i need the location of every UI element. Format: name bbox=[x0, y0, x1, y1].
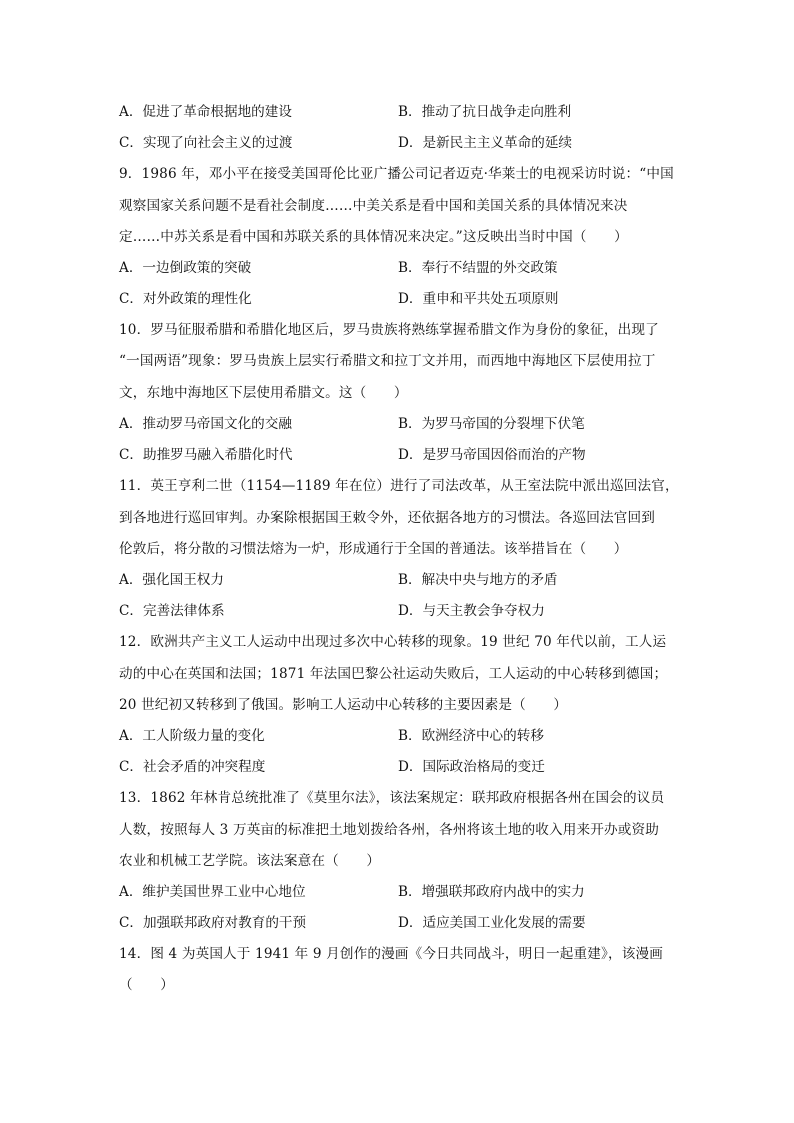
q13-stem-line-1: 13．1862 年林肯总统批准了《莫里尔法》，该法案规定：联邦政府根据各州在国会的议员 bbox=[119, 790, 665, 806]
q13-option-a: A．维护美国世界工业中心地位 bbox=[119, 884, 306, 900]
q10-option-c: C．助推罗马融入希腊化时代 bbox=[119, 447, 293, 463]
q13-option-d: D．适应美国工业化发展的需要 bbox=[398, 915, 586, 931]
q9-stem-line-3: 定……中苏关系是看中国和苏联关系的具体情况来决定。”这反映出当时中国（ ） bbox=[119, 229, 628, 245]
q11-stem-line-1: 11．英王亨利二世（1154—1189 年在位）进行了司法改革，从王室法院中派出巡回法官， bbox=[119, 478, 679, 494]
q10-stem-line-3: 文，东地中海地区下层使用希腊文。这（ ） bbox=[119, 385, 408, 401]
q13-option-b: B．增强联邦政府内战中的实力 bbox=[398, 884, 585, 900]
q12-option-a: A．工人阶级力量的变化 bbox=[119, 728, 265, 744]
q9-option-c: C．对外政策的理性化 bbox=[119, 291, 252, 307]
q10-stem-line-1: 10．罗马征服希腊和希腊化地区后，罗马贵族将熟练掌握希腊文作为身份的象征，出现了 bbox=[119, 322, 659, 338]
q9-option-a: A．一边倒政策的突破 bbox=[119, 260, 252, 276]
q12-stem-line-3: 20 世纪初又转移到了俄国。影响工人运动中心转移的主要因素是（ ） bbox=[119, 697, 568, 713]
q11-stem-line-2: 到各地进行巡回审判。办案除根据国王敕令外，还依据各地方的习惯法。各巡回法官回到 bbox=[119, 510, 656, 526]
q10-option-d: D．是罗马帝国因俗而治的产物 bbox=[398, 447, 586, 463]
q8-option-a: A．促进了革命根据地的建设 bbox=[119, 104, 292, 120]
q12-stem-line-2: 动的中心在英国和法国；1871 年法国巴黎公社运动失败后，工人运动的中心转移到德国； bbox=[119, 666, 668, 682]
q14-stem-line-1: 14．图 4 为英国人于 1941 年 9 月创作的漫画《今日共同战斗，明日一起重建》，该漫画 bbox=[119, 946, 663, 962]
q9-option-d: D．重申和平共处五项原则 bbox=[398, 291, 559, 307]
q9-option-b: B．奉行不结盟的外交政策 bbox=[398, 260, 558, 276]
q11-option-c: C．完善法律体系 bbox=[119, 603, 225, 619]
q12-option-b: B．欧洲经济中心的转移 bbox=[398, 728, 544, 744]
q13-option-c: C．加强联邦政府对教育的干预 bbox=[119, 915, 307, 931]
q10-option-a: A．推动罗马帝国文化的交融 bbox=[119, 416, 292, 432]
q12-option-c: C．社会矛盾的冲突程度 bbox=[119, 759, 266, 775]
q9-stem-line-2: 观察国家关系问题不是看社会制度……中美关系是看中国和美国关系的具体情况来决 bbox=[119, 198, 628, 214]
q8-option-b: B．推动了抗日战争走向胜利 bbox=[398, 104, 572, 120]
q8-option-d: D．是新民主主义革命的延续 bbox=[398, 135, 573, 151]
q11-option-d: D．与天主教会争夺权力 bbox=[398, 603, 545, 619]
q11-option-a: A．强化国王权力 bbox=[119, 572, 224, 588]
q13-stem-line-2: 人数，按照每人 3 万英亩的标准把土地划拨给各州，各州将该土地的收入用来开办或资助 bbox=[119, 822, 660, 838]
q9-stem-line-1: 9．1986 年，邓小平在接受美国哥伦比亚广播公司记者迈克·华莱士的电视采访时说：“中国 bbox=[119, 166, 674, 182]
q8-option-c: C．实现了向社会主义的过渡 bbox=[119, 135, 293, 151]
q14-stem-line-2: （ ） bbox=[119, 977, 174, 993]
q13-stem-line-3: 农业和机械工艺学院。该法案意在（ ） bbox=[119, 853, 381, 869]
q11-option-b: B．解决中央与地方的矛盾 bbox=[398, 572, 558, 588]
q11-stem-line-3: 伦敦后，将分散的习惯法熔为一炉，形成通行于全国的普通法。该举措旨在（ ） bbox=[119, 541, 628, 557]
q12-stem-line-1: 12．欧洲共产主义工人运动中出现过多次中心转移的现象。19 世纪 70 年代以前，工人运 bbox=[119, 634, 667, 650]
q10-option-b: B．为罗马帝国的分裂埋下伏笔 bbox=[398, 416, 585, 432]
q10-stem-line-2: “一国两语”现象：罗马贵族上层实行希腊文和拉丁文并用，而西地中海地区下层使用拉丁 bbox=[119, 353, 656, 369]
q12-option-d: D．国际政治格局的变迁 bbox=[398, 759, 545, 775]
